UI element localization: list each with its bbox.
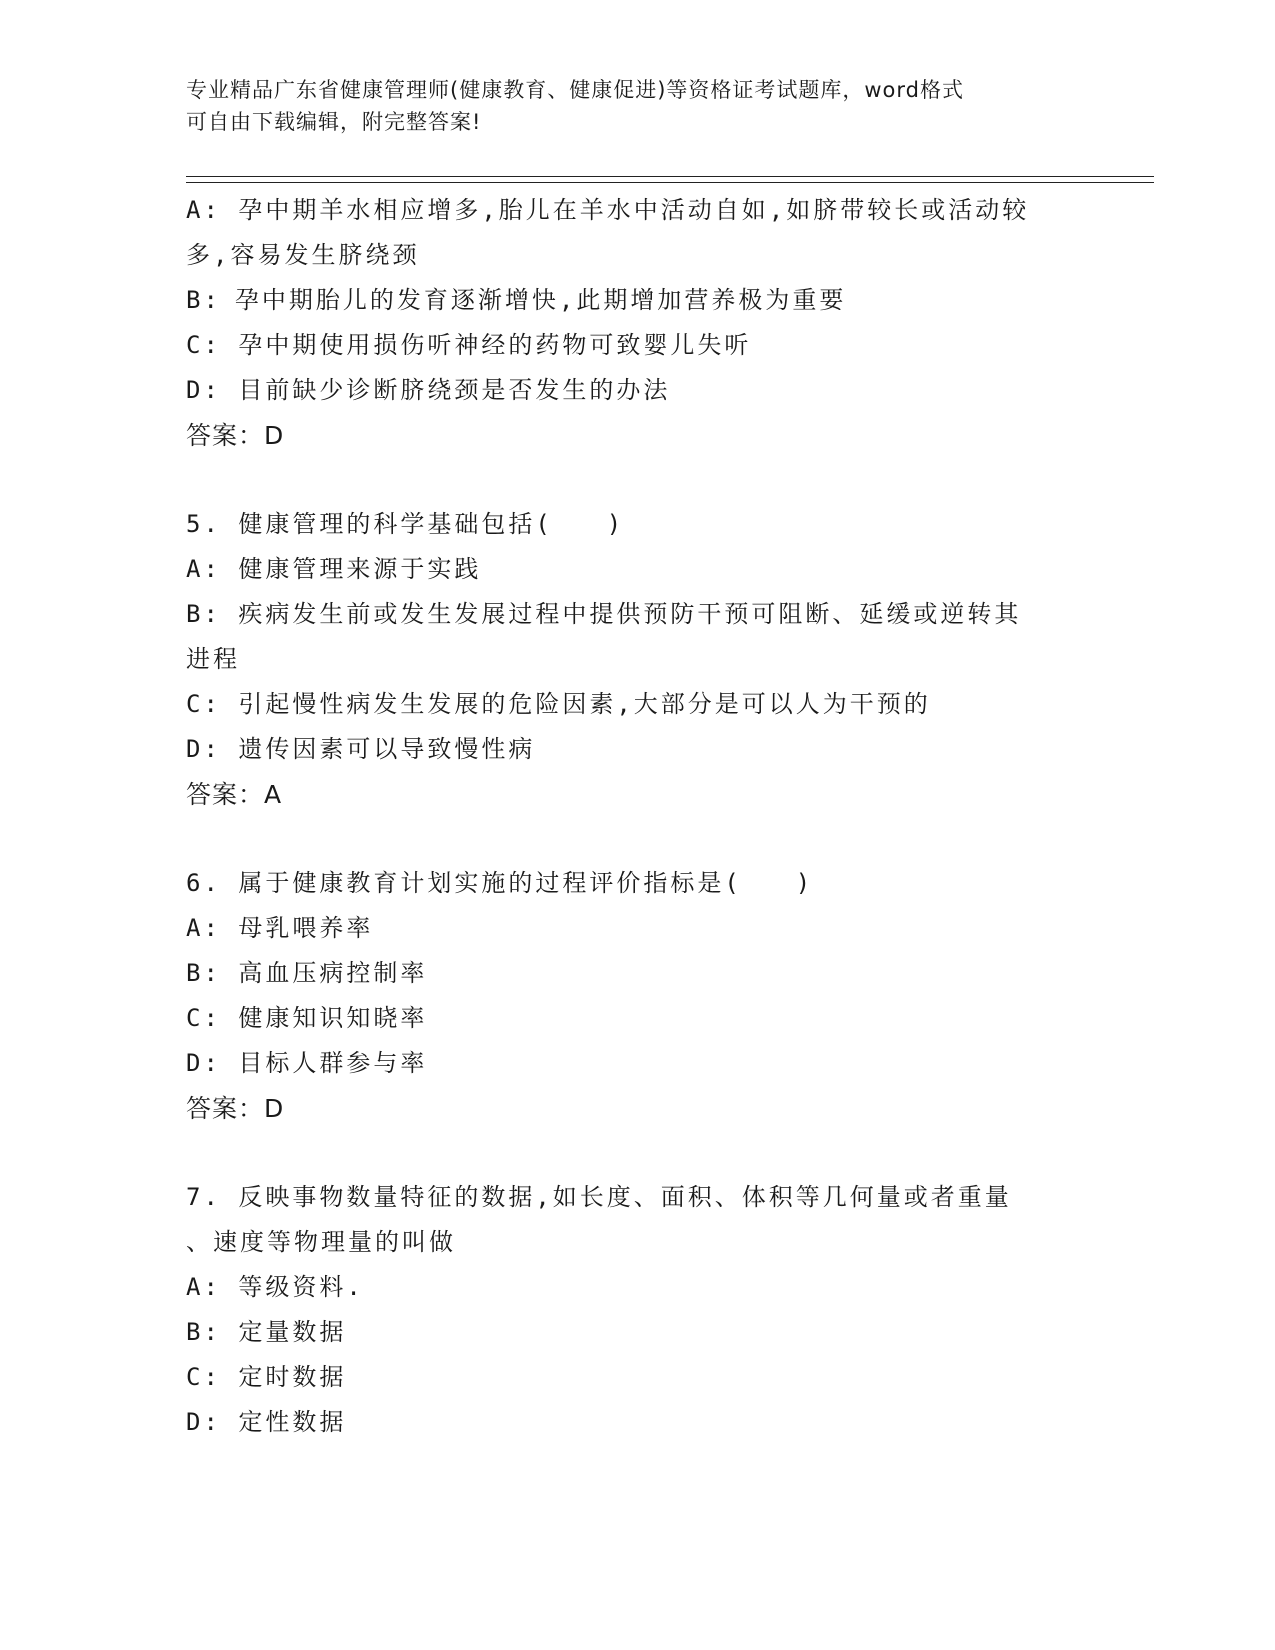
spacer	[186, 817, 1086, 861]
q7-option-d: D: 定性数据	[186, 1408, 347, 1436]
q6-option-d: D: 目标人群参与率	[186, 1049, 428, 1077]
header-line-1: 专业精品广东省健康管理师(健康教育、健康促进)等资格证考试题库，word格式	[186, 78, 965, 102]
q5-option-b-line-2: 进程	[186, 645, 240, 673]
header-rule-bottom	[186, 182, 1154, 183]
q4-option-b-prefix: B:	[186, 286, 221, 314]
q7-option-a: A: 等级资料.	[186, 1273, 364, 1301]
header-rule-top	[186, 176, 1154, 177]
q7-question-line-2: 、速度等物理量的叫做	[186, 1228, 456, 1256]
q5-option-b-line-1: B: 疾病发生前或发生发展过程中提供预防干预可阻断、延缓或逆转其	[186, 600, 1022, 628]
q4-option-a-line-2: 多,容易发生脐绕颈	[186, 241, 420, 269]
q6-question: 6. 属于健康教育计划实施的过程评价指标是( )	[186, 869, 814, 897]
spacer	[186, 458, 1086, 502]
page-header	[186, 74, 1066, 138]
q4-option-d: D: 目前缺少诊断脐绕颈是否发生的办法	[186, 376, 671, 404]
question-4	[186, 188, 1086, 458]
q6-option-b: B: 高血压病控制率	[186, 959, 428, 987]
q4-option-b-text: 孕中期胎儿的发育逐渐增快,此期增加营养极为重要	[234, 286, 847, 314]
q4-option-b	[186, 278, 1086, 323]
q4-option-a-line-1: A: 孕中期羊水相应增多,胎儿在羊水中活动自如,如脐带较长或活动较	[186, 196, 1030, 224]
q5-answer: 答案：A	[186, 780, 283, 809]
question-content	[186, 188, 1086, 1445]
q5-option-c: C: 引起慢性病发生发展的危险因素,大部分是可以人为干预的	[186, 690, 931, 718]
q7-option-b: B: 定量数据	[186, 1318, 347, 1346]
question-5	[186, 502, 1086, 817]
header-line-2: 可自由下载编辑，附完整答案!	[186, 110, 482, 134]
q7-question-line-1: 7. 反映事物数量特征的数据,如长度、面积、体积等几何量或者重量	[186, 1183, 1012, 1211]
question-7	[186, 1175, 1086, 1445]
q4-answer: 答案：D	[186, 421, 285, 450]
question-6	[186, 861, 1086, 1131]
q5-option-a: A: 健康管理来源于实践	[186, 555, 482, 583]
q7-option-c: C: 定时数据	[186, 1363, 347, 1391]
spacer	[186, 1131, 1086, 1175]
q5-option-d: D: 遗传因素可以导致慢性病	[186, 735, 536, 763]
q4-option-c: C: 孕中期使用损伤听神经的药物可致婴儿失听	[186, 331, 752, 359]
q5-question: 5. 健康管理的科学基础包括( )	[186, 510, 625, 538]
q6-answer: 答案：D	[186, 1094, 285, 1123]
q6-option-c: C: 健康知识知晓率	[186, 1004, 428, 1032]
q6-option-a: A: 母乳喂养率	[186, 914, 374, 942]
